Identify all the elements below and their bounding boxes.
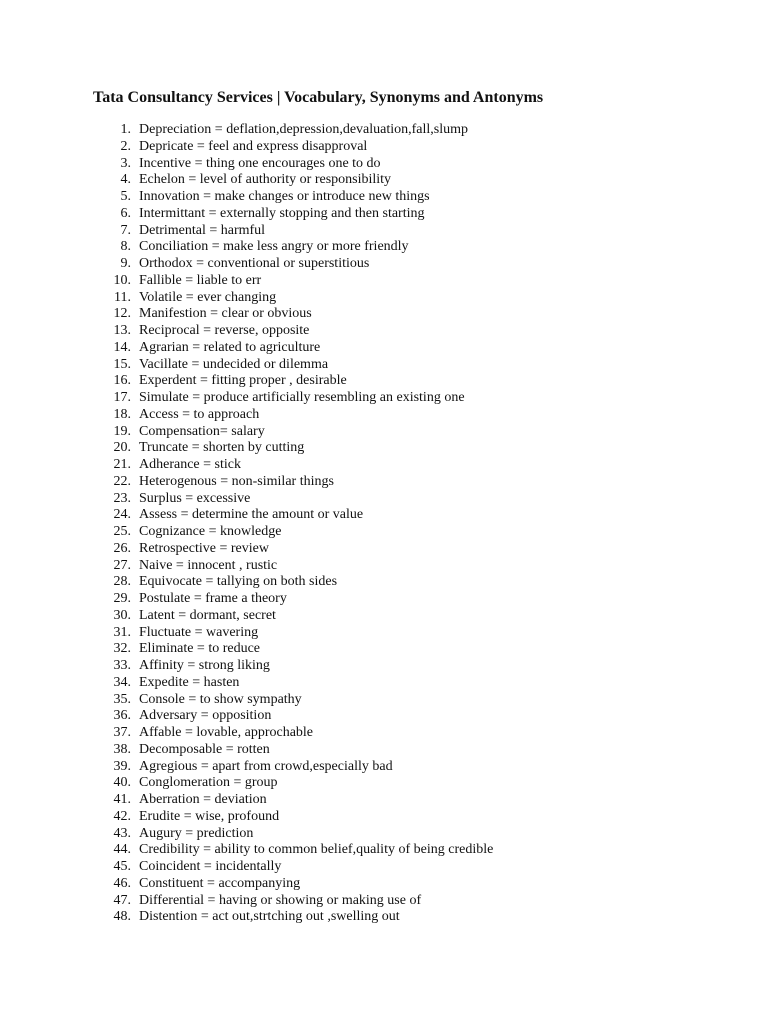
item-number: 27. [113,557,131,573]
item-definition: Heterogenous = non-similar things [139,473,334,489]
item-definition: Surplus = excessive [139,490,251,506]
item-definition: Differential = having or showing or making use of [139,892,422,908]
item-definition: Truncate = shorten by cutting [139,440,305,456]
item-definition: Credibility = ability to common belief,quality of being credible [139,842,494,858]
list-item [101,491,493,508]
item-number: 22. [113,473,131,489]
item-definition: Intermittant = externally stopping and then starting [139,205,425,221]
item-number: 20. [113,440,131,456]
item-number: 25. [113,524,131,539]
item-definition: Conglomeration = group [139,775,278,791]
item-definition: Eliminate = to reduce [139,641,261,657]
list-item [101,775,493,792]
item-number: 44. [113,842,131,858]
list-item [101,323,493,340]
item-number: 28. [113,574,131,590]
item-definition: Agrarian = related to agriculture [139,339,321,355]
item-definition: Vacillate = undecided or dilemma [139,356,329,372]
item-number: 15. [113,356,131,372]
list-item [101,792,493,809]
item-number: 38. [113,741,131,757]
item-definition: Naive = innocent , rustic [139,557,278,573]
item-number: 31. [113,624,131,640]
list-item [101,759,493,776]
item-number: 32. [113,641,131,657]
item-number: 4. [120,172,131,188]
item-number: 41. [113,792,131,807]
list-item [101,742,493,759]
item-definition: Postulate = frame a theory [139,591,287,606]
list-item [101,206,493,223]
list-item [101,909,493,926]
item-definition: Orthodox = conventional or superstitious [139,256,370,271]
list-item [101,675,493,692]
list-item [101,273,493,290]
item-number: 16. [113,373,131,389]
document-title: Tata Consultancy Services | Vocabulary, Synonyms and Antonyms [93,89,544,106]
item-number: 34. [113,674,131,690]
item-definition: Fallible = liable to err [139,272,262,288]
list-item [101,474,493,491]
list-item [101,457,493,474]
list-item [101,357,493,374]
list-item [101,558,493,575]
list-item [101,340,493,357]
item-definition: Incentive = thing one encourages one to do [139,155,381,171]
item-definition: Distention = act out,strtching out ,swelling out [139,909,400,925]
item-number: 9. [120,256,131,271]
list-item [101,390,493,407]
list-item [101,708,493,725]
item-number: 2. [120,138,131,154]
item-number: 24. [113,507,131,523]
list-item [101,424,493,441]
item-definition: Affinity = strong liking [139,658,270,673]
list-item [101,574,493,591]
item-definition: Innovation = make changes or introduce new things [139,189,430,204]
list-item [101,658,493,675]
list-item [101,826,493,843]
item-number: 37. [113,725,131,740]
item-definition: Assess = determine the amount or value [139,507,364,523]
item-number: 6. [120,205,131,221]
item-definition: Volatile = ever changing [139,289,277,305]
item-number: 3. [120,155,131,171]
list-item [101,139,493,156]
item-number: 17. [113,390,131,405]
item-number: 30. [113,607,131,623]
item-number: 35. [113,691,131,707]
item-definition: Console = to show sympathy [139,691,302,707]
item-definition: Cognizance = knowledge [139,524,282,539]
list-item [101,591,493,608]
item-number: 21. [113,457,131,472]
item-number: 42. [113,808,131,824]
item-definition: Adherance = stick [139,457,241,472]
list-item [101,524,493,541]
item-definition: Expedite = hasten [139,674,240,690]
item-definition: Constituent = accompanying [139,875,301,891]
item-number: 40. [113,775,131,791]
list-item [101,809,493,826]
list-item [101,725,493,742]
item-definition: Manifestion = clear or obvious [139,306,312,322]
item-number: 12. [113,306,131,322]
list-item [101,692,493,709]
item-number: 18. [113,406,131,422]
item-definition: Reciprocal = reverse, opposite [139,323,310,338]
item-number: 45. [113,859,131,874]
item-definition: Latent = dormant, secret [139,607,276,623]
item-number: 1. [120,122,131,137]
item-number: 13. [113,323,131,338]
list-item [101,876,493,893]
item-number: 23. [113,490,131,506]
list-item [101,859,493,876]
item-definition: Fluctuate = wavering [139,624,259,640]
item-number: 29. [113,591,131,606]
list-item [101,407,493,424]
item-number: 26. [113,540,131,556]
list-item [101,507,493,524]
list-item [101,122,493,139]
item-number: 11. [114,289,131,305]
item-definition: Detrimental = harmful [139,222,266,238]
item-definition: Equivocate = tallying on both sides [139,574,338,590]
item-number: 14. [113,339,131,355]
list-item [101,893,493,910]
list-item [101,842,493,859]
item-number: 46. [113,875,131,891]
item-definition: Conciliation = make less angry or more friendly [139,239,409,255]
item-definition: Erudite = wise, profound [139,808,280,824]
list-item [101,641,493,658]
item-definition: Adversary = opposition [139,708,272,724]
item-number: 5. [120,189,131,204]
item-number: 39. [113,758,131,774]
list-item [101,625,493,642]
list-item [101,290,493,307]
item-number: 36. [113,708,131,724]
item-definition: Agregious = apart from crowd,especially bad [139,758,393,774]
list-item [101,440,493,457]
item-number: 7. [120,222,131,238]
item-number: 43. [113,825,131,841]
item-definition: Access = to approach [139,406,260,422]
list-item [101,306,493,323]
item-definition: Echelon = level of authority or responsibility [139,172,392,188]
item-number: 33. [113,658,131,673]
item-definition: Coincident = incidentally [139,859,282,874]
list-item [101,608,493,625]
item-definition: Retrospective = review [139,540,269,556]
vocabulary-list [101,122,493,926]
list-item [101,256,493,273]
item-number: 48. [113,909,131,925]
list-item [101,156,493,173]
item-definition: Affable = lovable, approchable [139,725,314,740]
item-definition: Simulate = produce artificially resembling an existing one [139,390,465,405]
item-definition: Aberration = deviation [139,792,267,807]
item-definition: Depricate = feel and express disapproval [139,138,368,154]
list-item [101,239,493,256]
item-number: 19. [113,423,131,439]
item-definition: Experdent = fitting proper , desirable [139,373,347,389]
item-number: 8. [120,239,131,255]
item-definition: Compensation= salary [139,423,265,439]
list-item [101,541,493,558]
item-number: 47. [113,892,131,908]
item-definition: Augury = prediction [139,825,254,841]
list-item [101,189,493,206]
list-item [101,223,493,240]
list-item [101,172,493,189]
item-definition: Decomposable = rotten [139,741,270,757]
item-number: 10. [113,272,131,288]
list-item [101,373,493,390]
item-definition: Depreciation = deflation,depression,devaluation,fall,slump [139,122,469,137]
